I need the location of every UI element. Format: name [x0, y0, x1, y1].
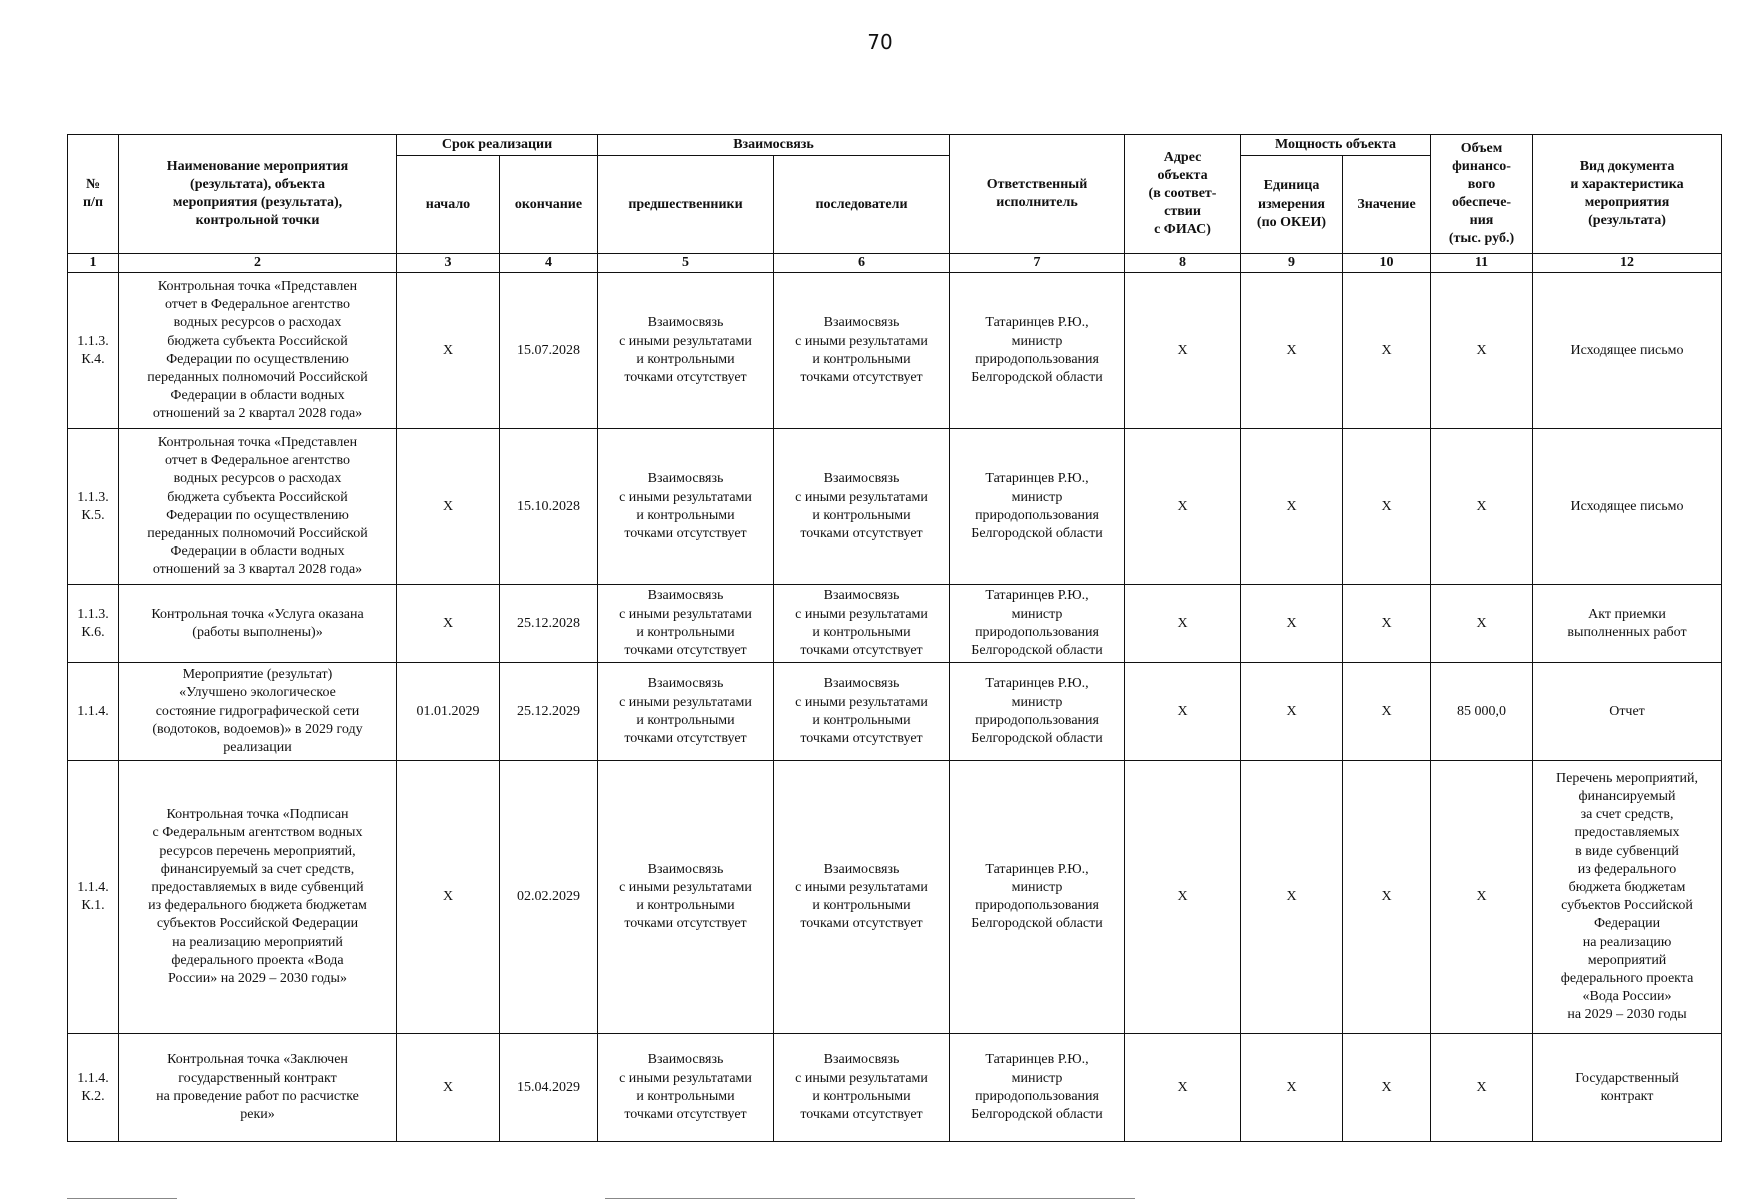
- header-executor: Ответственный исполнитель: [950, 135, 1125, 254]
- row-value: Х: [1343, 663, 1431, 761]
- header-end: окончание: [500, 156, 598, 254]
- row-num: 1.1.4. К.2.: [68, 1034, 119, 1142]
- row-address: Х: [1125, 429, 1241, 585]
- row-funding: Х: [1431, 761, 1533, 1034]
- column-number: 8: [1125, 254, 1241, 273]
- table-row: [68, 273, 1722, 429]
- row-doc-type: Отчет: [1533, 663, 1722, 761]
- row-end: 02.02.2029: [500, 761, 598, 1034]
- header-doc-type: Вид документа и характеристика мероприятия (результата): [1533, 135, 1722, 254]
- table-row: [68, 761, 1722, 1034]
- row-funding: 85 000,0: [1431, 663, 1533, 761]
- column-number: 10: [1343, 254, 1431, 273]
- row-num: 1.1.4. К.1.: [68, 761, 119, 1034]
- row-funding: Х: [1431, 429, 1533, 585]
- row-num: 1.1.3. К.5.: [68, 429, 119, 585]
- footer-divider-right: [605, 1198, 1135, 1199]
- column-number: 7: [950, 254, 1125, 273]
- row-value: Х: [1343, 1034, 1431, 1142]
- row-executor: Татаринцев Р.Ю., министр природопользования Белгородской области: [950, 1034, 1125, 1142]
- row-successors: Взаимосвязь с иными результатами и контрольными точками отсутствует: [774, 761, 950, 1034]
- column-number: 4: [500, 254, 598, 273]
- row-unit: Х: [1241, 273, 1343, 429]
- row-successors: Взаимосвязь с иными результатами и контрольными точками отсутствует: [774, 585, 950, 663]
- page-number: 70: [867, 30, 893, 54]
- header-period: Срок реализации: [397, 135, 598, 156]
- row-doc-type: Перечень мероприятий, финансируемый за счет средств, предоставляемых в виде субвенций из федерального бюджета бюджетам субъектов Российской Федерации на реализацию мероприятий федерального проекта «Вода России» на 2029 – 2030 годы: [1533, 761, 1722, 1034]
- row-executor: Татаринцев Р.Ю., министр природопользования Белгородской области: [950, 429, 1125, 585]
- row-name: Контрольная точка «Заключен государственный контракт на проведение работ по расчистке реки»: [119, 1034, 397, 1142]
- row-funding: Х: [1431, 585, 1533, 663]
- row-predecessors: Взаимосвязь с иными результатами и контрольными точками отсутствует: [598, 663, 774, 761]
- header-value: Значение: [1343, 156, 1431, 254]
- row-start: Х: [397, 1034, 500, 1142]
- row-predecessors: Взаимосвязь с иными результатами и контрольными точками отсутствует: [598, 273, 774, 429]
- column-number: 1: [68, 254, 119, 273]
- row-num: 1.1.4.: [68, 663, 119, 761]
- table-row: [68, 585, 1722, 663]
- row-executor: Татаринцев Р.Ю., министр природопользования Белгородской области: [950, 585, 1125, 663]
- row-address: Х: [1125, 585, 1241, 663]
- row-end: 15.07.2028: [500, 273, 598, 429]
- column-number: 9: [1241, 254, 1343, 273]
- table-row: [68, 429, 1722, 585]
- row-doc-type: Акт приемки выполненных работ: [1533, 585, 1722, 663]
- row-name: Контрольная точка «Подписан с Федеральным агентством водных ресурсов перечень мероприятий, финансируемый за счет средств, предоставляемых в виде субвенций из федерального бюджета бюджетам субъектов Российской Федерации на реализацию мероприятий федерального проекта «Вода России» на 2029 – 2030 годы»: [119, 761, 397, 1034]
- row-end: 15.10.2028: [500, 429, 598, 585]
- row-name: Контрольная точка «Услуга оказана (работы выполнены)»: [119, 585, 397, 663]
- table-row: [68, 1034, 1722, 1142]
- header-capacity: Мощность объекта: [1241, 135, 1431, 156]
- row-successors: Взаимосвязь с иными результатами и контрольными точками отсутствует: [774, 663, 950, 761]
- header-unit: Единица измерения (по ОКЕИ): [1241, 156, 1343, 254]
- header-funding: Объем финансо- вого обеспече- ния (тыс. руб.): [1431, 135, 1533, 254]
- row-address: Х: [1125, 761, 1241, 1034]
- row-doc-type: Государственный контракт: [1533, 1034, 1722, 1142]
- row-name: Контрольная точка «Представлен отчет в Федеральное агентство водных ресурсов о расходах бюджета субъекта Российской Федерации по осуществлению переданных полномочий Российской Федерации в области водных отношений за 2 квартал 2028 года»: [119, 273, 397, 429]
- row-address: Х: [1125, 273, 1241, 429]
- row-start: Х: [397, 429, 500, 585]
- row-successors: Взаимосвязь с иными результатами и контрольными точками отсутствует: [774, 429, 950, 585]
- row-doc-type: Исходящее письмо: [1533, 273, 1722, 429]
- row-address: Х: [1125, 1034, 1241, 1142]
- row-end: 25.12.2028: [500, 585, 598, 663]
- row-num: 1.1.3. К.4.: [68, 273, 119, 429]
- column-number: 3: [397, 254, 500, 273]
- row-executor: Татаринцев Р.Ю., министр природопользования Белгородской области: [950, 761, 1125, 1034]
- activities-table: [67, 134, 1722, 1142]
- row-funding: Х: [1431, 1034, 1533, 1142]
- row-start: 01.01.2029: [397, 663, 500, 761]
- table-row: [68, 663, 1722, 761]
- column-number: 12: [1533, 254, 1722, 273]
- row-num: 1.1.3. К.6.: [68, 585, 119, 663]
- row-unit: Х: [1241, 761, 1343, 1034]
- row-end: 25.12.2029: [500, 663, 598, 761]
- row-address: Х: [1125, 663, 1241, 761]
- row-start: Х: [397, 273, 500, 429]
- row-predecessors: Взаимосвязь с иными результатами и контрольными точками отсутствует: [598, 761, 774, 1034]
- row-end: 15.04.2029: [500, 1034, 598, 1142]
- column-number: 2: [119, 254, 397, 273]
- row-unit: Х: [1241, 429, 1343, 585]
- row-value: Х: [1343, 429, 1431, 585]
- row-unit: Х: [1241, 1034, 1343, 1142]
- header-address: Адрес объекта (в соответ- ствии с ФИАС): [1125, 135, 1241, 254]
- header-start: начало: [397, 156, 500, 254]
- row-successors: Взаимосвязь с иными результатами и контрольными точками отсутствует: [774, 1034, 950, 1142]
- row-executor: Татаринцев Р.Ю., министр природопользования Белгородской области: [950, 273, 1125, 429]
- row-start: Х: [397, 761, 500, 1034]
- row-predecessors: Взаимосвязь с иными результатами и контрольными точками отсутствует: [598, 1034, 774, 1142]
- column-number: 6: [774, 254, 950, 273]
- row-name: Мероприятие (результат) «Улучшено экологическое состояние гидрографической сети (водотоков, водоемов)» в 2029 году реализации: [119, 663, 397, 761]
- row-name: Контрольная точка «Представлен отчет в Федеральное агентство водных ресурсов о расходах бюджета субъекта Российской Федерации по осуществлению переданных полномочий Российской Федерации в области водных отношений за 3 квартал 2028 года»: [119, 429, 397, 585]
- row-unit: Х: [1241, 585, 1343, 663]
- row-value: Х: [1343, 585, 1431, 663]
- footer-divider-left: [67, 1198, 177, 1199]
- row-doc-type: Исходящее письмо: [1533, 429, 1722, 585]
- row-successors: Взаимосвязь с иными результатами и контрольными точками отсутствует: [774, 273, 950, 429]
- row-value: Х: [1343, 273, 1431, 429]
- header-relation: Взаимосвязь: [598, 135, 950, 156]
- header-name: Наименование мероприятия (результата), объекта мероприятия (результата), контрольной точки: [119, 135, 397, 254]
- row-start: Х: [397, 585, 500, 663]
- header-num: № п/п: [68, 135, 119, 254]
- row-predecessors: Взаимосвязь с иными результатами и контрольными точками отсутствует: [598, 585, 774, 663]
- column-number: 11: [1431, 254, 1533, 273]
- header-successors: последователи: [774, 156, 950, 254]
- header-predecessors: предшественники: [598, 156, 774, 254]
- row-unit: Х: [1241, 663, 1343, 761]
- row-funding: Х: [1431, 273, 1533, 429]
- row-executor: Татаринцев Р.Ю., министр природопользования Белгородской области: [950, 663, 1125, 761]
- row-predecessors: Взаимосвязь с иными результатами и контрольными точками отсутствует: [598, 429, 774, 585]
- column-number: 5: [598, 254, 774, 273]
- row-value: Х: [1343, 761, 1431, 1034]
